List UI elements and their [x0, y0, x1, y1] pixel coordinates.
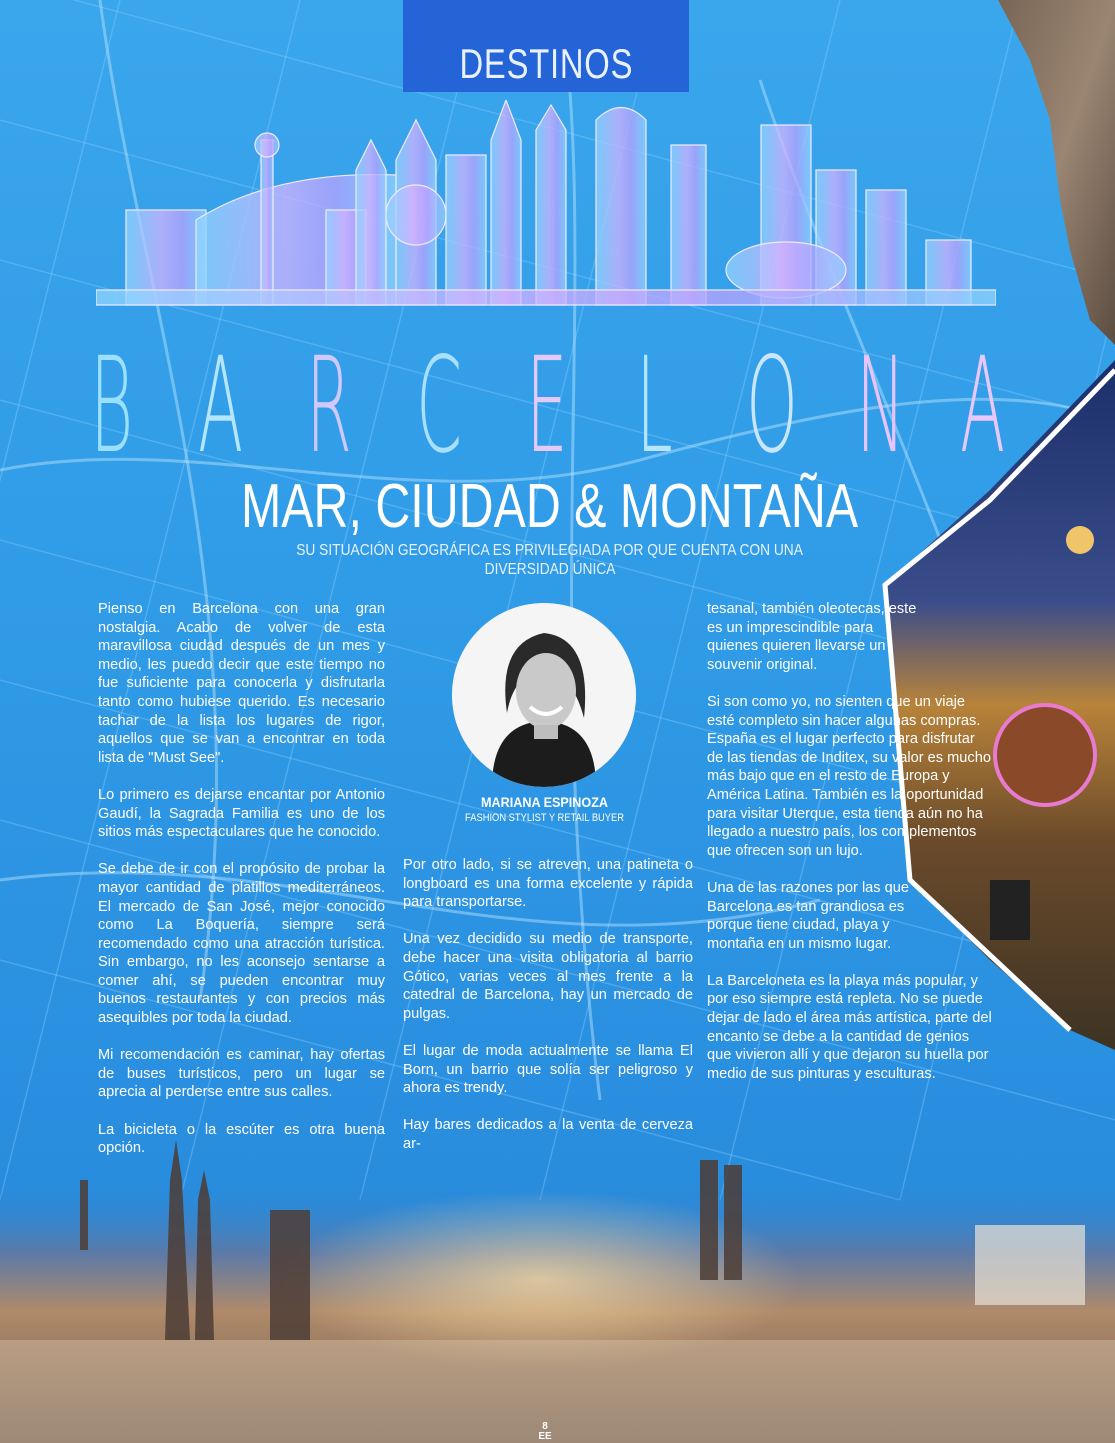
city-panorama-photo [0, 1140, 1115, 1443]
author-name [420, 794, 670, 810]
section-label: DESTINOS [459, 40, 633, 87]
section-tab [403, 0, 689, 92]
page-number-value: 8 [542, 1421, 548, 1432]
rock-photo-strip [990, 0, 1115, 360]
barcelona-skyline-illustration [96, 100, 996, 315]
paragraph: Una vez decidido su medio de transporte, debe hacer una visita obligatoria al barrio Gótico, varias veces al mes frente a la catedral de Barcelona, hay un mercado de pulgas. [403, 931, 693, 1022]
subheadline-line-2: DIVERSIDAD ÚNICA [484, 561, 616, 578]
article-column-3 [707, 600, 997, 1102]
author-role [420, 812, 670, 824]
paragraph: La bicicleta o la escúter es otra buena opción. [98, 1121, 385, 1157]
headline-text: MAR, CIUDAD & MONTAÑA [241, 472, 859, 541]
page-mark: EE [538, 1431, 552, 1442]
paragraph: Una de las razones por las que Barcelona es tan grandiosa es porque tiene ciudad, playa y montaña en un mismo lugar. [707, 879, 910, 952]
paragraph: Mi recomendación es caminar, hay ofertas de buses turísticos, pero un lugar se aprecia al perderse entre sus calles. [98, 1047, 385, 1101]
paragraph: El lugar de moda actualmente se llama El Born, un barrio que solía ser peligroso y ahora es trendy. [403, 1042, 693, 1097]
title-letter: R [306, 329, 352, 483]
page-number [534, 1422, 556, 1442]
subheadline-line-1: SU SITUACIÓN GEOGRÁFICA ES PRIVILEGIADA POR QUE CUENTA CON UNA [296, 542, 804, 559]
paragraph: La Barceloneta es la playa más popular, y por eso siempre está repleta. No se puede dejar de lado el área más artística, parte del encanto se debe a la cantidad de genios que vivieron allí y que dejaron su huella por medio de sus pinturas y esculturas. [707, 972, 992, 1082]
paragraph: Lo primero es dejarse encantar por Antonio Gaudí, la Sagrada Familia es uno de los sitios más espectaculares que he conocido. [98, 786, 385, 841]
paragraph: Hay bares dedicados a la venta de cerveza ar- [403, 1117, 693, 1152]
title-letter: C [416, 329, 463, 483]
paragraph: Se debe de ir con el propósito de probar la mayor cantidad de platillos mediterráneos. El mercado de San José, mejor conocido como La Boquería, siempre será recomendado como una atracción turística. Sin embargo, no les aconsejo sentarse a comer ahí, se pueden encontrar muy buenos restaurantes y con precios más asequibles por toda la ciudad. [98, 861, 385, 1027]
author-name-text: MARIANA ESPINOZA [481, 794, 609, 810]
article-column-2 [403, 856, 693, 1172]
title-letter: B [90, 329, 134, 483]
author-photo [452, 603, 636, 787]
paragraph: Si son como yo, no sienten que un viaje esté completo sin hacer algunas compras. España es el lugar perfecto para disfrutar de las tiendas de Inditex, su valor es mucho más bajo que en el resto de Europa y América Latina. También es la oportunidad para visitar Uterque, esta tienda aún no ha llegado a nuestro país, los complementos que ofrecen son un lujo. [707, 693, 991, 859]
title-letter: E [526, 329, 568, 483]
title-letter: O [746, 329, 798, 483]
paragraph: Por otro lado, si se atreven, una patineta o longboard es una forma excelente y rápida para transportarse. [403, 857, 693, 911]
author-role-text: FASHION STYLIST Y RETAIL BUYER [465, 812, 625, 824]
article-column-1 [98, 600, 385, 1176]
title-letter: A [198, 329, 244, 483]
title-letter: N [856, 329, 906, 483]
barcelona-title [90, 329, 1010, 483]
subheadline [230, 541, 870, 579]
paragraph: Pienso en Barcelona con una gran nostalgia. Acabo de volver de esta maravillosa ciudad después de un mes y medio, les puedo decir que este tiempo no fue suficiente para conocerla y disfrutarla tanto como hubiese querido. Es necesario tachar de la lista los lugares de rigor, aquellos que se van a encontrar en toda lista de "Must See". [98, 601, 385, 766]
paragraph: tesanal, también oleotecas, este es un imprescindible para quienes quieren llevarse un souvenir original. [707, 601, 917, 673]
headline [150, 472, 950, 541]
title-letter: A [960, 329, 1006, 483]
title-letter: L [636, 329, 673, 483]
